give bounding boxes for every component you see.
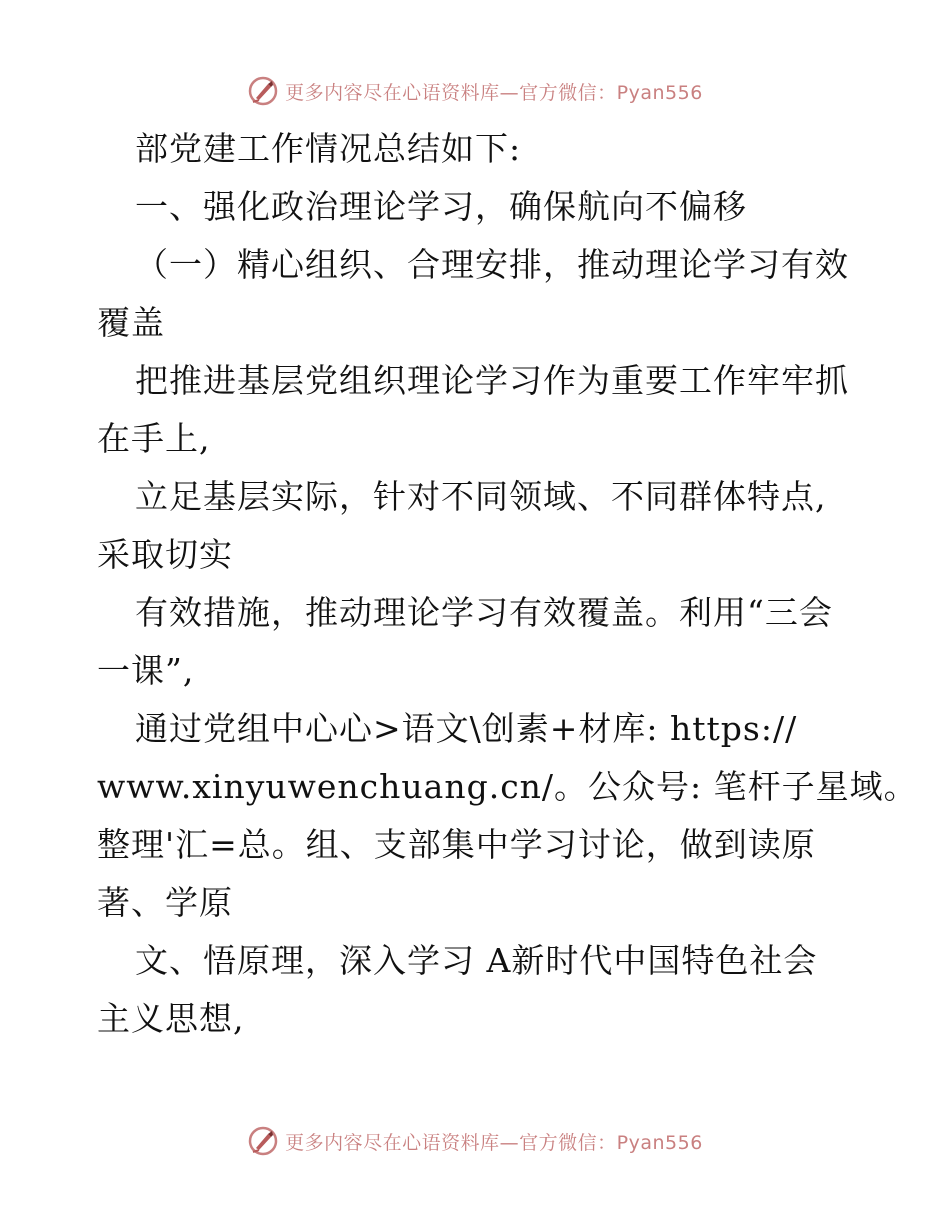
text-line: 整理'汇=总。组、支部集中学习讨论，做到读原	[97, 825, 816, 864]
text-line: 有效措施，推动理论学习有效覆盖。利用“三会	[135, 593, 833, 632]
text-line: 一课”,	[97, 651, 195, 690]
section-heading: 一、强化政治理论学习，确保航向不偏移	[135, 187, 747, 226]
text-line: 部党建工作情况总结如下:	[135, 129, 522, 168]
footer-watermark	[0, 1121, 950, 1161]
subsection-heading-continued: 覆盖	[97, 303, 165, 342]
text-line: 通过党组中心心>语文\创素+材库: https://	[135, 709, 798, 748]
text-line: 采取切实	[97, 535, 233, 574]
document-body	[97, 120, 918, 1048]
text-line: 把推进基层党组织理论学习作为重要工作牢牢抓	[135, 361, 849, 400]
watermark-text: 更多内容尽在心语资料库—官方微信：Pyan556	[285, 1131, 703, 1154]
text-line: 主义思想,	[97, 999, 245, 1038]
quill-pen-logo-icon	[247, 1125, 279, 1157]
watermark-text: 更多内容尽在心语资料库—官方微信：Pyan556	[285, 81, 703, 104]
text-line: 文、悟原理，深入学习 A新时代中国特色社会	[135, 941, 818, 980]
text-line: 在手上,	[97, 419, 211, 458]
subsection-heading: （一）精心组织、合理安排，推动理论学习有效	[135, 245, 849, 284]
text-line: www.xinyuwenchuang.cn/。公众号: 笔杆子星域。	[97, 767, 918, 806]
header-watermark	[0, 71, 950, 111]
text-line: 立足基层实际，针对不同领域、不同群体特点,	[135, 477, 827, 516]
quill-pen-logo-icon	[247, 75, 279, 107]
text-line: 著、学原	[97, 883, 233, 922]
